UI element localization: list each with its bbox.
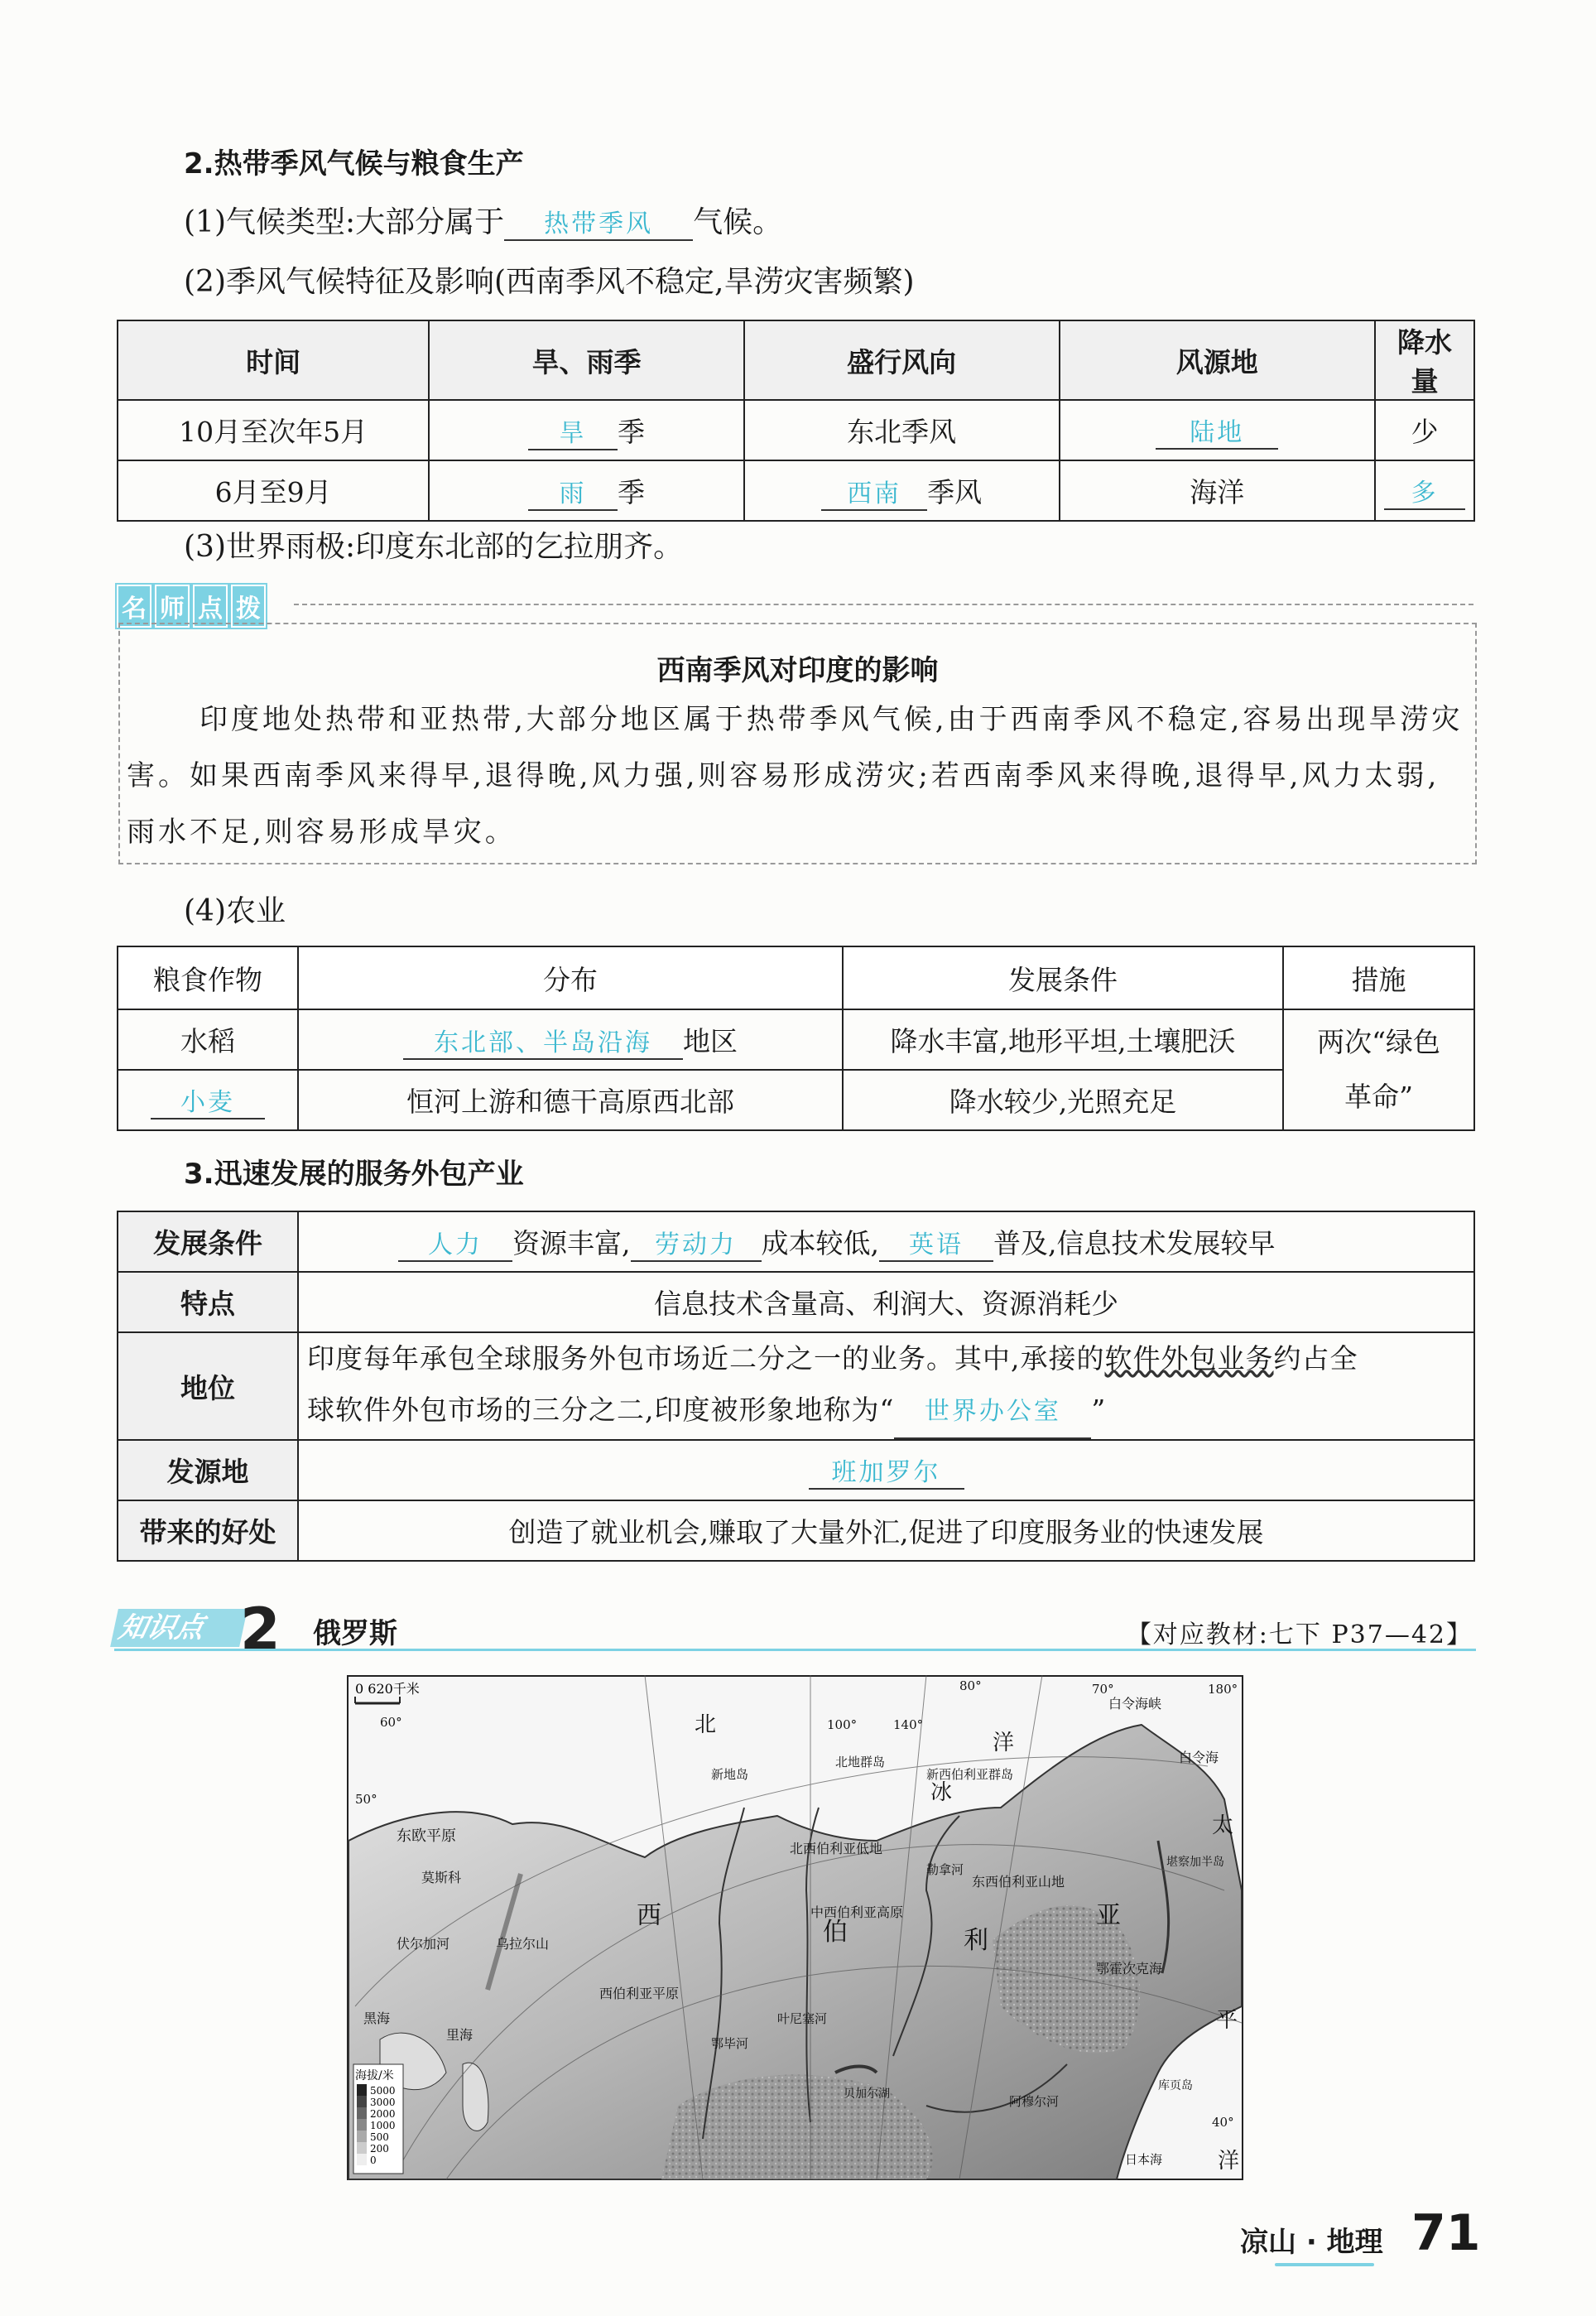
elevation-legend (353, 2064, 403, 2174)
map-label: 新地岛 (711, 1767, 749, 1782)
row-label: 地位 (118, 1332, 298, 1440)
map-label: 利 (964, 1926, 988, 1955)
table-row (118, 1332, 1474, 1440)
cell-cond: 降水丰富,地形平坦,土壤肥沃 (843, 1009, 1283, 1070)
legend-value: 2000 (370, 2108, 396, 2120)
col-header: 措施 (1283, 946, 1474, 1009)
text: 球软件外包市场的三分之二,印度被形象地称为“ (307, 1394, 895, 1426)
q1-prefix: (1)气候类型:大部分属于 (184, 205, 505, 239)
map-label: 白令海峡 (1108, 1696, 1162, 1712)
cell-crop: 水稻 (118, 1009, 298, 1070)
question-1 (184, 199, 782, 241)
map-label: 北 (695, 1712, 717, 1737)
map-label: 中西伯利亚高原 (810, 1904, 904, 1920)
cell-wind: 东北季风 (744, 400, 1060, 460)
tip-badge-char: 名 (117, 585, 151, 628)
suffix: 季 (617, 475, 645, 508)
legend-value: 5000 (370, 2085, 396, 2097)
text: 约占全 (1273, 1342, 1358, 1375)
suffix: 地区 (683, 1024, 738, 1057)
table-row (118, 1440, 1474, 1500)
answer-blank: 旱 (528, 412, 618, 450)
legend-value: 500 (370, 2131, 389, 2143)
table-row (118, 460, 1474, 521)
cell-cond: 降水较少,光照充足 (843, 1070, 1283, 1130)
legend-value: 3000 (370, 2097, 396, 2108)
answer-blank: 班加罗尔 (809, 1452, 964, 1490)
cell-season (429, 460, 743, 521)
legend-title: 海拔/米 (355, 2069, 394, 2082)
map-label: 新西伯利亚群岛 (926, 1767, 1014, 1782)
q1-suffix: 气候。 (693, 205, 783, 239)
map-label: 洋 (1218, 2149, 1240, 2174)
map-label: 50° (355, 1792, 377, 1807)
col-header: 降水量 (1375, 320, 1474, 400)
map-label: 洋 (993, 1731, 1015, 1755)
cell-dist (298, 1009, 843, 1070)
map-label: 180° (1208, 1682, 1238, 1697)
cell-crop (118, 1070, 298, 1130)
map-label: 日本海 (1125, 2152, 1163, 2167)
map-label: 冰 (930, 1780, 953, 1805)
scale-label: 0 620千米 (355, 1681, 420, 1697)
map-label: 平 (1216, 2008, 1238, 2033)
cell-text: 信息技术含量高、利润大、资源消耗少 (298, 1272, 1474, 1332)
row-label: 带来的好处 (118, 1500, 298, 1561)
map-label: 40° (1212, 2115, 1234, 2130)
outsourcing-table (117, 1211, 1475, 1562)
row-label: 发源地 (118, 1440, 298, 1500)
kp-badge (110, 1609, 248, 1647)
suffix: 季 (617, 415, 645, 448)
knowledge-point-header (114, 1596, 1476, 1664)
col-header: 发展条件 (843, 946, 1283, 1009)
answer-blank: 雨 (528, 473, 618, 511)
map-label: 贝加尔湖 (844, 2087, 890, 2101)
kp-title: 俄罗斯 (313, 1617, 397, 1650)
map-label: 亚 (1096, 1901, 1121, 1930)
cell-source (1060, 400, 1376, 460)
wavy-underline-text: 软件外包业务 (1104, 1342, 1274, 1375)
cell-dist: 恒河上游和德干高原西北部 (298, 1070, 843, 1130)
cell-text: 创造了就业机会,赚取了大量外汇,促进了印度服务业的快速发展 (298, 1500, 1474, 1561)
map-label: 乌拉尔山 (496, 1936, 550, 1952)
col-header: 分布 (298, 946, 843, 1009)
map-label: 莫斯科 (421, 1870, 462, 1885)
map-label: 太 (1212, 1813, 1234, 1838)
answer-blank: 多 (1384, 472, 1465, 510)
map-label: 东欧平原 (397, 1827, 456, 1845)
tip-title: 西南季风对印度的影响 (656, 654, 939, 687)
agri-table (117, 946, 1475, 1131)
answer-blank: 劳动力 (631, 1224, 762, 1262)
cell-rain: 少 (1375, 400, 1474, 460)
tip-badge (117, 585, 269, 628)
question-3: (3)世界雨极:印度东北部的乞拉朋齐。 (184, 530, 684, 564)
tip-box (118, 623, 1477, 864)
col-header: 时间 (118, 320, 429, 400)
page-number: 71 (1411, 2204, 1481, 2262)
answer-blank: 英语 (879, 1224, 993, 1262)
map-label: 库页岛 (1158, 2079, 1193, 2092)
suffix: 季风 (927, 475, 983, 508)
footer-accent (1275, 2263, 1374, 2266)
text: 资源丰富, (512, 1226, 631, 1259)
answer-blank: 小麦 (151, 1081, 265, 1119)
cell-source: 海洋 (1060, 460, 1376, 521)
cell-time: 6月至9月 (118, 460, 429, 521)
question-2: (2)季风气候特征及影响(西南季风不稳定,旱涝灾害频繁) (184, 265, 915, 299)
map-label: 里海 (446, 2027, 474, 2043)
map-label: 堪察加半岛 (1166, 1856, 1224, 1869)
footer-brand: 凉山 · 地理 (1240, 2226, 1383, 2259)
legend-value: 200 (370, 2143, 389, 2155)
answer-blank: 人力 (398, 1224, 512, 1262)
answer-blank: 东北部、半岛沿海 (403, 1022, 683, 1060)
kp-number: 2 (240, 1596, 281, 1664)
answer-blank: 西南 (821, 473, 927, 511)
text: 普及,信息技术发展较早 (993, 1226, 1276, 1259)
legend-value: 0 (370, 2155, 377, 2166)
section-heading: 3.迅速发展的服务外包产业 (184, 1158, 524, 1191)
map-label: 勒拿河 (926, 1862, 964, 1877)
map-label: 80° (959, 1678, 982, 1693)
answer-blank: 陆地 (1156, 412, 1278, 450)
table-row (118, 400, 1474, 460)
map-label: 白令海 (1179, 1750, 1219, 1765)
map-label: 阿穆尔河 (1009, 2094, 1060, 2109)
map-label: 鄂毕河 (711, 2036, 749, 2051)
kp-underline (114, 1649, 1476, 1651)
kp-badge-text: 知识点 (115, 1611, 208, 1644)
climate-table (117, 320, 1475, 522)
russia-relief-map (347, 1675, 1243, 2180)
text: ” (1091, 1394, 1107, 1426)
col-header: 盛行风向 (744, 320, 1060, 400)
row-label: 发展条件 (118, 1211, 298, 1272)
text: 成本较低, (761, 1226, 879, 1259)
table-row (118, 1500, 1474, 1561)
agri-heading: (4)农业 (184, 894, 286, 928)
map-label: 140° (893, 1717, 924, 1732)
table-row (118, 1272, 1474, 1332)
textbook-ref: 【对应教材:七下 P37—42】 (1126, 1620, 1473, 1649)
cell-season (429, 400, 743, 460)
map-label: 北西伯利亚低地 (790, 1841, 883, 1856)
tip-badge-char: 点 (193, 585, 228, 628)
map-label: 70° (1092, 1682, 1114, 1697)
cell-rain (1375, 460, 1474, 521)
map-label: 北地群岛 (835, 1755, 886, 1770)
cell-time: 10月至次年5月 (118, 400, 429, 460)
cell-status (298, 1332, 1474, 1440)
tip-badge-char: 拨 (231, 585, 266, 628)
map-label: 西 (637, 1901, 661, 1930)
cell-wind (744, 460, 1060, 521)
map-label: 伯 (823, 1918, 848, 1947)
legend-value: 1000 (370, 2120, 396, 2131)
cell-origin (298, 1440, 1474, 1500)
row-label: 特点 (118, 1272, 298, 1332)
tip-text: 印度地处热带和亚热带,大部分地区属于热带季风气候,由于西南季风不稳定,容易出现旱涝灾害。如果西南季风来得早,退得晚,风力强,则容易形成涝灾;若西南季风来得晚,退得早,风力太弱,雨水不足,则容易形成旱灾。 (127, 703, 1464, 849)
table-row (118, 1009, 1474, 1070)
map-label: 叶尼塞河 (777, 2011, 828, 2026)
map-label: 鄂霍次克海 (1096, 1961, 1163, 1977)
col-header: 旱、雨季 (429, 320, 743, 400)
map-label: 西伯利亚平原 (599, 1986, 680, 2001)
table-row (118, 1211, 1474, 1272)
text: 印度每年承包全球服务外包市场近二分之一的业务。其中,承接的 (307, 1342, 1105, 1375)
cell-conditions (298, 1211, 1474, 1272)
map-label: 100° (827, 1717, 858, 1732)
table-row (118, 1070, 1474, 1130)
col-header: 粮食作物 (118, 946, 298, 1009)
map-label: 东西伯利亚山地 (972, 1874, 1065, 1890)
map-label: 60° (380, 1715, 402, 1730)
tip-badge-char: 师 (155, 585, 190, 628)
map-label: 黑海 (363, 2010, 391, 2026)
map-label: 伏尔加河 (397, 1936, 450, 1952)
answer-blank: 热带季风 (504, 203, 693, 241)
cell-measure (1283, 1009, 1474, 1130)
measure-line: 革命” (1344, 1081, 1413, 1113)
answer-blank: 世界办公室 (894, 1386, 1091, 1439)
section-heading: 2.热带季风气候与粮食生产 (184, 147, 524, 181)
measure-line: 两次“绿色 (1317, 1026, 1440, 1058)
col-header: 风源地 (1060, 320, 1376, 400)
